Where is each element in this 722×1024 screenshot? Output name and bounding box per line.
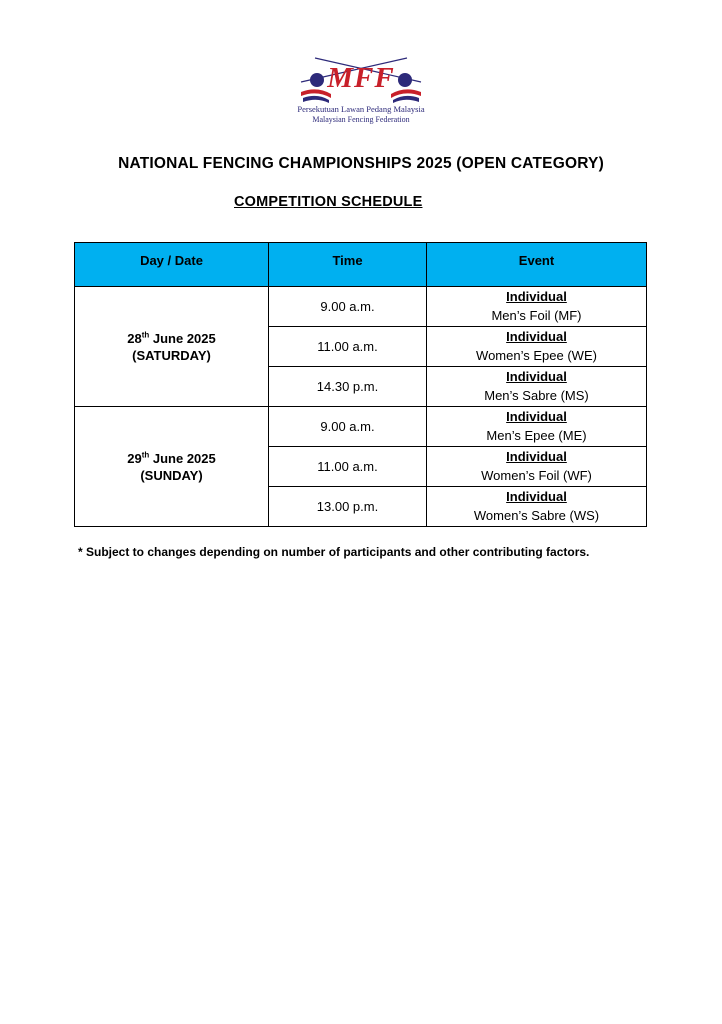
event-type: Individual xyxy=(506,449,567,464)
weekday: (SUNDAY) xyxy=(140,467,203,483)
event-type: Individual xyxy=(506,489,567,504)
time-cell: 9.00 a.m. xyxy=(269,287,427,327)
day-number: 28 xyxy=(127,330,142,346)
event-type: Individual xyxy=(506,369,567,384)
event-name: Women’s Foil (WF) xyxy=(481,468,592,483)
footnote: * Subject to changes depending on number of participants and other contributing factors. xyxy=(78,545,590,559)
month-year: June 2025 xyxy=(149,330,216,346)
time-cell: 13.00 p.m. xyxy=(269,487,427,527)
event-cell xyxy=(427,447,647,487)
logo-abbreviation: MFF xyxy=(327,62,395,94)
logo-federation-name-english: Malaysian Fencing Federation xyxy=(312,115,410,124)
day-suffix: th xyxy=(141,450,150,460)
event-type: Individual xyxy=(506,289,567,304)
day-suffix: th xyxy=(141,330,150,340)
event-cell xyxy=(427,487,647,527)
day-number: 29 xyxy=(127,450,142,466)
weekday: (SATURDAY) xyxy=(132,347,211,363)
time-cell: 14.30 p.m. xyxy=(269,367,427,407)
event-cell xyxy=(427,327,647,367)
header-time: Time xyxy=(269,243,427,287)
logo-federation-name-malay: Persekutuan Lawan Pedang Malaysia xyxy=(297,104,425,114)
day-date-cell xyxy=(75,287,269,407)
event-type: Individual xyxy=(506,329,567,344)
event-cell xyxy=(427,287,647,327)
event-name: Women’s Sabre (WS) xyxy=(473,508,600,523)
table-header-row xyxy=(75,243,647,287)
event-cell xyxy=(427,367,647,407)
page-title: NATIONAL FENCING CHAMPIONSHIPS 2025 (OPEN CATEGORY) xyxy=(118,155,604,172)
time-cell: 11.00 a.m. xyxy=(269,447,427,487)
time-cell: 11.00 a.m. xyxy=(269,327,427,367)
mff-logo xyxy=(287,56,435,126)
event-type: Individual xyxy=(506,409,567,424)
table-row xyxy=(75,407,647,447)
event-cell xyxy=(427,407,647,447)
event-name: Women’s Epee (WE) xyxy=(476,348,597,363)
time-cell: 9.00 a.m. xyxy=(269,407,427,447)
page-subtitle: COMPETITION SCHEDULE xyxy=(234,194,423,210)
day-date-cell xyxy=(75,407,269,527)
event-name: Men’s Foil (MF) xyxy=(491,308,582,323)
month-year: June 2025 xyxy=(149,450,216,466)
table-row xyxy=(75,287,647,327)
schedule-table xyxy=(74,242,647,527)
header-day-date: Day / Date xyxy=(75,243,269,287)
event-name: Men’s Epee (ME) xyxy=(486,428,587,443)
header-event: Event xyxy=(427,243,647,287)
event-name: Men’s Sabre (MS) xyxy=(484,388,589,403)
